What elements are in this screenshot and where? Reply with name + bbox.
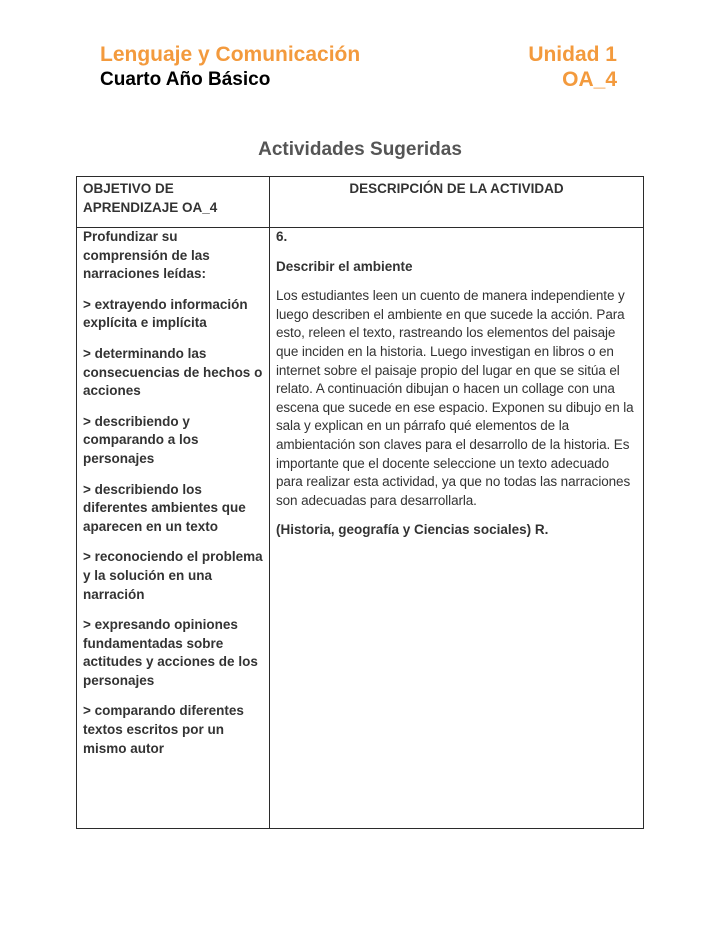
unit-label: Unidad 1: [528, 43, 617, 66]
activity-description: Los estudiantes leen un cuento de manera independiente y luego describen el ambiente en que sucede la acción. Para esto, releen el texto, rastreando los elementos del paisaje que inciden en la historia. Luego investigan en libros o en internet sobre el paisaje propio del lugar en que se sitúa el relato. A continuación dibujan o hacen un collage con una escena que sucede en ese espacio. Exponen su dibujo en la sala y explican en un párrafo qué elementos de la ambientación son claves para el desarrollo de la historia. Es importante que el docente seleccione un texto adecuado para realizar esta actividad, ya que no todas las narraciones son adecuadas para desarrollarla.: [276, 288, 634, 508]
objective-item: > describiendo los diferentes ambientes que aparecen en un texto: [83, 481, 246, 534]
activity-cell: [270, 228, 644, 829]
objective-item: > comparando diferentes textos escritos por un mismo autor: [83, 703, 244, 756]
objective-cell: [77, 228, 270, 829]
activity-title: Describir el ambiente: [276, 258, 413, 274]
subject-title: Lenguaje y Comunicación: [100, 43, 361, 66]
activities-table: [76, 176, 644, 829]
objective-item: > extrayendo información explícita e implícita: [83, 296, 248, 331]
activity-number: 6.: [276, 229, 288, 244]
page-title: Actividades Sugeridas: [258, 139, 462, 160]
header-objective: OBJETIVO DE APRENDIZAJE OA_4: [77, 177, 270, 228]
table-header-row: [77, 177, 644, 228]
related-subjects: (Historia, geografía y Ciencias sociales) R.: [276, 522, 549, 538]
objective-item: > expresando opiniones fundamentadas sobre actitudes y acciones de los personajes: [83, 617, 258, 688]
objective-item: > reconociendo el problema y la solución en una narración: [83, 549, 263, 602]
objective-code: OA_4: [562, 68, 617, 91]
header-description: DESCRIPCIÓN DE LA ACTIVIDAD: [270, 177, 644, 228]
table-row: [77, 228, 644, 829]
document-header-left: [100, 42, 360, 92]
document-header-right: [528, 42, 617, 92]
grade-level: Cuarto Año Básico: [100, 69, 271, 90]
objective-item: > describiendo y comparando a los personajes: [83, 413, 199, 466]
objective-item: > determinando las consecuencias de hechos o acciones: [83, 345, 263, 399]
objective-intro: Profundizar su comprensión de las narraciones leídas:: [83, 229, 210, 282]
